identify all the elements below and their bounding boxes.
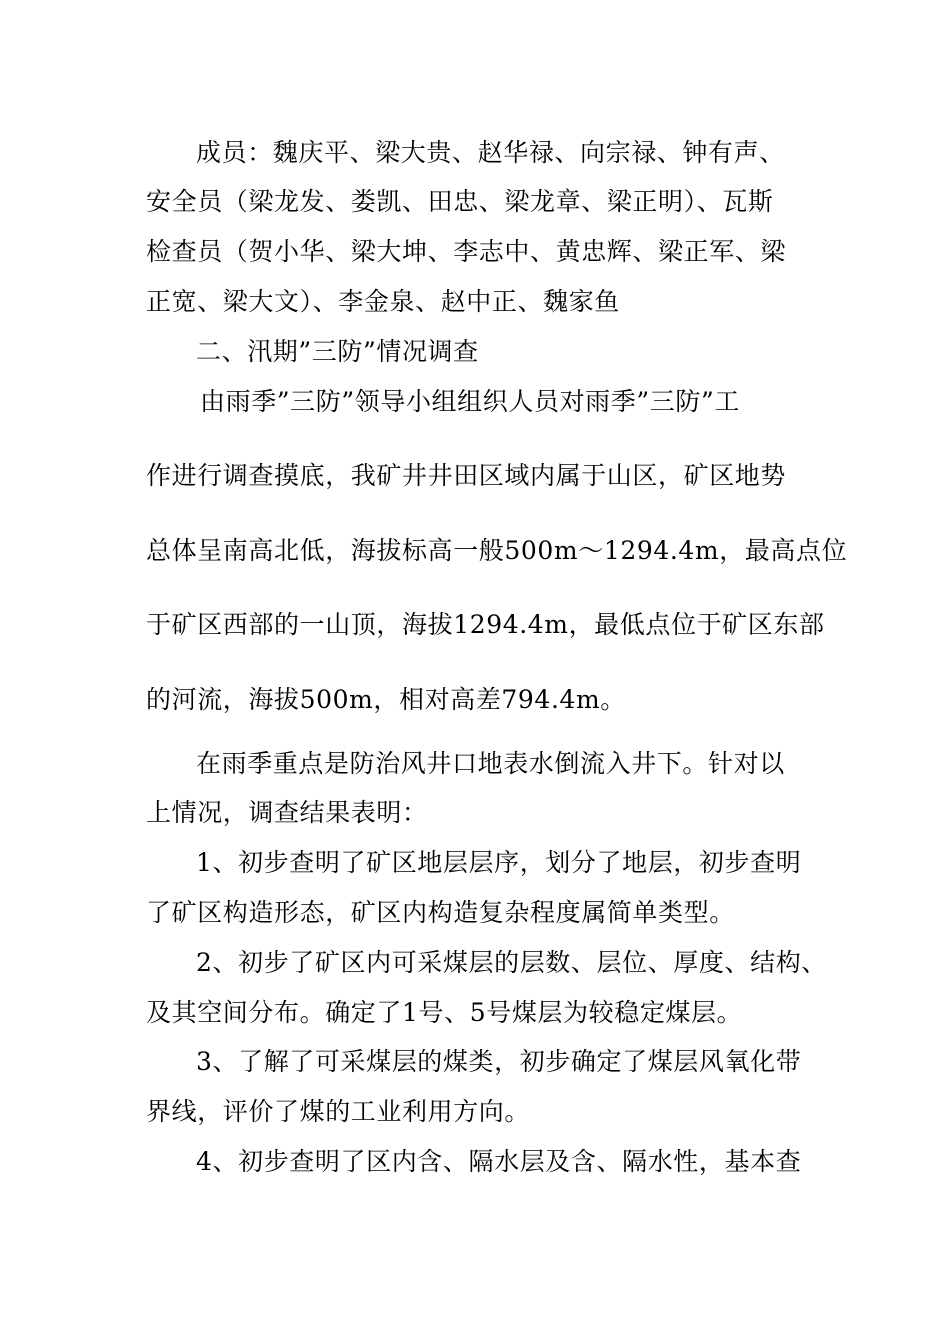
text-line: 在雨季重点是防治风井口地表水倒流入井下。针对以 <box>196 749 785 778</box>
text-line: 4、初步查明了区内含、隔水层及含、隔水性，基本查 <box>196 1147 802 1176</box>
text-line: 于矿区西部的一山顶，海拔1294.4m，最低点位于矿区东部 <box>146 610 825 639</box>
text-line: 检查员（贺小华、梁大坤、李志中、黄忠辉、梁正军、梁 <box>146 237 787 266</box>
text-line: 总体呈南高北低，海拔标高一般500m～1294.4m，最高点位 <box>146 536 848 565</box>
section-heading: 二、汛期”三防”情况调查 <box>196 337 479 366</box>
text-line: 界线，评价了煤的工业利用方向。 <box>146 1097 531 1126</box>
text-line: 3、了解了可采煤层的煤类，初步确定了煤层风氧化带 <box>196 1047 802 1076</box>
text-line: 成员：魏庆平、梁大贵、赵华禄、向宗禄、钟有声、 <box>196 138 785 167</box>
text-line: 及其空间分布。确定了1号、5号煤层为较稳定煤层。 <box>146 998 743 1027</box>
text-line: 1、初步查明了矿区地层层序，划分了地层，初步查明 <box>196 848 802 877</box>
text-line: 2、初步了矿区内可采煤层的层数、层位、厚度、结构、 <box>196 948 827 977</box>
text-line: 了矿区构造形态，矿区内构造复杂程度属简单类型。 <box>146 898 735 927</box>
text-line: 作进行调查摸底，我矿井井田区域内属于山区，矿区地势 <box>146 461 787 490</box>
text-line: 上情况，调查结果表明： <box>146 798 428 827</box>
text-line: 的河流，海拔500m，相对高差794.4m。 <box>146 685 626 714</box>
text-line: 正宽、梁大文）、李金泉、赵中正、魏家鱼 <box>146 287 620 316</box>
text-line: 安全员（梁龙发、娄凯、田忠、梁龙章、梁正明）、瓦斯 <box>146 187 774 216</box>
text-line: 由雨季”三防”领导小组组织人员对雨季”三防”工 <box>200 387 740 416</box>
